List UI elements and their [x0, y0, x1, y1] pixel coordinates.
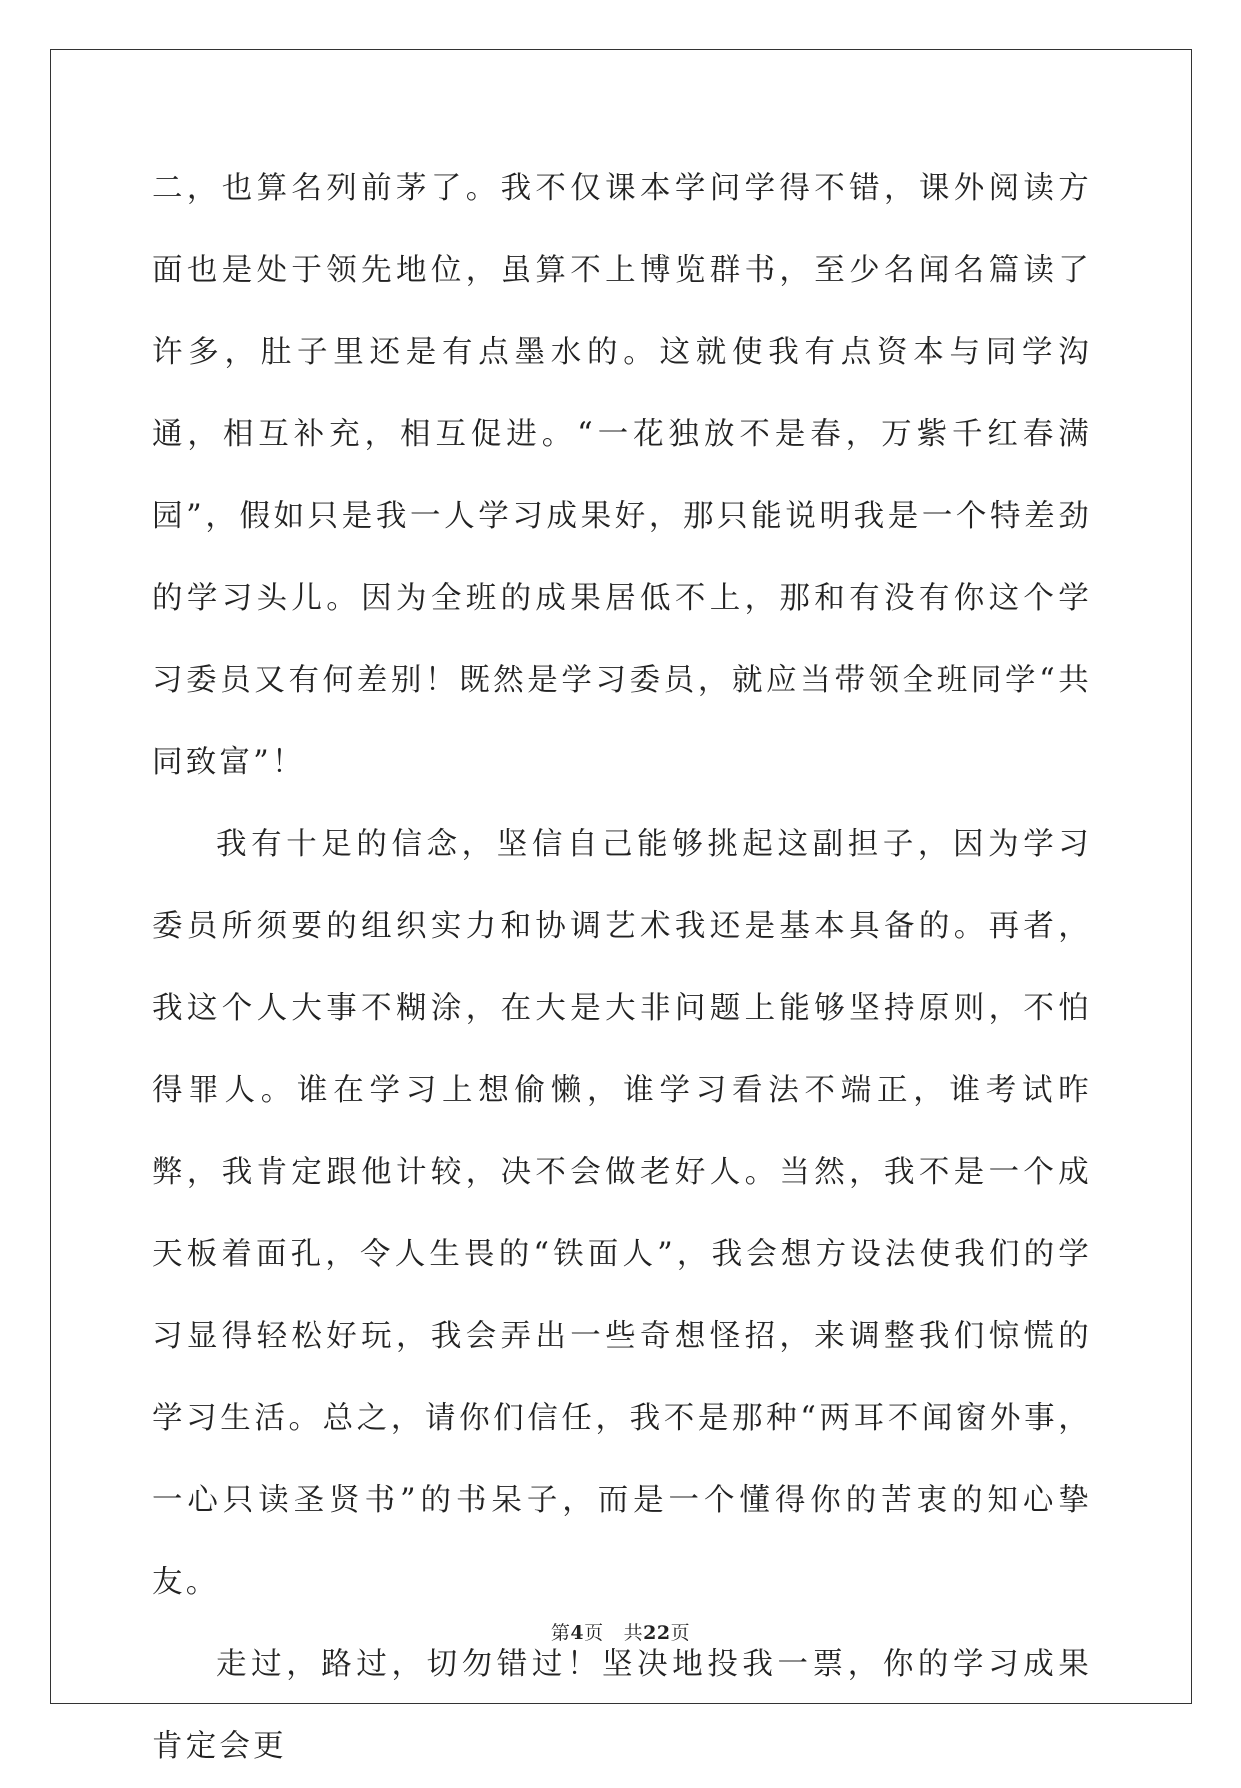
footer-total-pages: 22: [643, 1622, 671, 1644]
page-footer: [0, 1618, 1241, 1645]
paragraph-3: 走过，路过，切勿错过！坚决地投我一票，你的学习成果肯定会更: [152, 1647, 1092, 1764]
footer-page-prefix: 第: [550, 1622, 571, 1644]
document-body: [152, 148, 1092, 1788]
paragraph-2: 我有十足的信念，坚信自己能够挑起这副担子，因为学习委员所须要的组织实力和协调艺术我还是基本具备的。再者，我这个人大事不糊涂，在大是大非问题上能够坚持原则，不怕得罪人。谁在学习上想偷懒，谁学习看法不端正，谁考试昨弊，我肯定跟他计较，决不会做老好人。当然，我不是一个成天板着面孔，令人生畏的“铁面人”，我会想方设法使我们的学习显得轻松好玩，我会弄出一些奇想怪招，来调整我们惊慌的学习生活。总之，请你们信任，我不是那种“两耳不闻窗外事，一心只读圣贤书”的书呆子，而是一个懂得你的苦衷的知心挚友。: [152, 827, 1092, 1600]
footer-total-unit: 页: [670, 1622, 691, 1644]
footer-page-number: 4: [570, 1622, 585, 1644]
footer-total-prefix: 共: [623, 1622, 644, 1644]
paragraph-1: 二，也算名列前茅了。我不仅课本学问学得不错，课外阅读方面也是处于领先地位，虽算不上博览群书，至少名闻名篇读了许多，肚子里还是有点墨水的。这就使我有点资本与同学沟通，相互补充，相互促进。“一花独放不是春，万紫千红春满园”，假如只是我一人学习成果好，那只能说明我是一个特差劲的学习头儿。因为全班的成果居低不上，那和有没有你这个学习委员又有何差别！既然是学习委员，就应当带领全班同学“共同致富”！: [152, 171, 1092, 780]
footer-page-unit: 页: [584, 1622, 604, 1644]
